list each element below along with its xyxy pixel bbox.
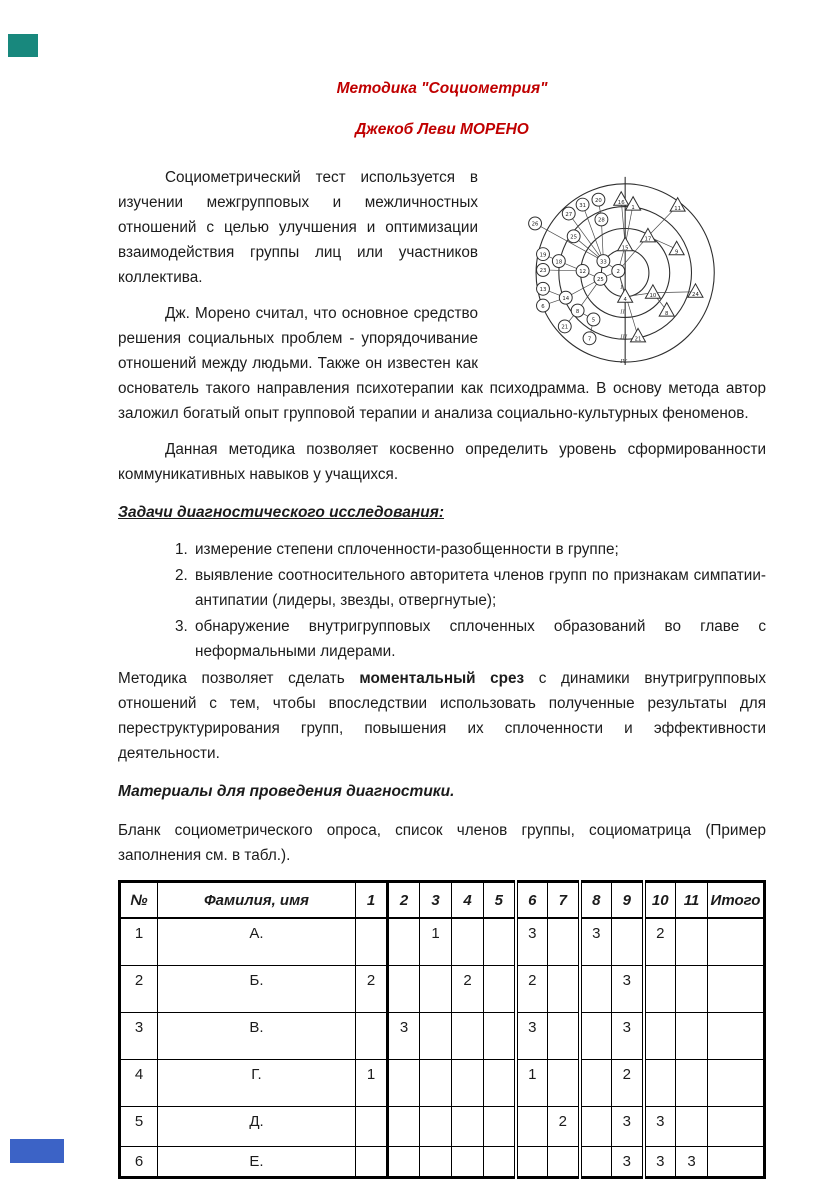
blue-marker	[10, 1139, 64, 1163]
choice-cell: 2	[516, 966, 548, 1013]
svg-text:16: 16	[617, 200, 625, 207]
choice-cell	[484, 1013, 516, 1060]
row-number: 2	[120, 966, 158, 1013]
choice-cell	[388, 1107, 420, 1147]
choice-cell	[708, 1060, 765, 1107]
choice-cell	[708, 1107, 765, 1147]
choice-cell	[580, 1107, 612, 1147]
choice-cell	[452, 1147, 484, 1178]
column-header: 5	[484, 882, 516, 919]
svg-text:5: 5	[591, 317, 596, 324]
materials-heading: Материалы для проведения диагностики.	[118, 783, 455, 800]
svg-text:27: 27	[565, 211, 573, 218]
paragraph-snapshot	[118, 666, 766, 766]
choice-cell	[548, 1060, 580, 1107]
svg-text:31: 31	[579, 202, 586, 209]
choice-cell	[708, 1013, 765, 1060]
svg-text:21: 21	[634, 336, 642, 343]
choice-cell	[484, 1147, 516, 1178]
choice-cell	[708, 918, 765, 966]
choice-cell	[388, 1060, 420, 1107]
row-name: Г.	[158, 1060, 356, 1107]
choice-cell: 1	[420, 918, 452, 966]
choice-cell	[388, 918, 420, 966]
svg-text:I: I	[620, 283, 623, 291]
task-item-2: 2. выявление соотносительного авторитета членов групп по признакам симпатии-антипатии (лидеры, звезды, отвергнутые);	[192, 563, 766, 613]
choice-cell: 2	[612, 1060, 644, 1107]
column-header: 2	[388, 882, 420, 919]
column-header: 8	[580, 882, 612, 919]
choice-cell	[484, 1107, 516, 1147]
choice-cell: 3	[612, 1013, 644, 1060]
column-header: Итого	[708, 882, 765, 919]
row-number: 4	[120, 1060, 158, 1107]
choice-cell	[516, 1107, 548, 1147]
column-header: 7	[548, 882, 580, 919]
choice-cell	[612, 918, 644, 966]
choice-cell	[580, 1060, 612, 1107]
choice-cell: 1	[356, 1060, 388, 1107]
svg-text:7: 7	[587, 336, 592, 343]
column-header: Фамилия, имя	[158, 882, 356, 919]
svg-text:9: 9	[674, 249, 679, 256]
choice-cell	[388, 966, 420, 1013]
svg-text:12: 12	[579, 269, 586, 276]
row-name: А.	[158, 918, 356, 966]
table-body	[120, 918, 765, 1178]
svg-text:II: II	[620, 308, 625, 316]
svg-text:10: 10	[649, 293, 657, 300]
svg-text:19: 19	[539, 252, 547, 259]
choice-cell	[676, 966, 708, 1013]
row-name: Е.	[158, 1147, 356, 1178]
column-header: 6	[516, 882, 548, 919]
paragraph-method-level: Данная методика позволяет косвенно определить уровень сформированности коммуникативных навыков у учащихся.	[118, 441, 766, 483]
svg-text:26: 26	[531, 221, 539, 228]
choice-cell	[452, 1107, 484, 1147]
svg-text:25: 25	[597, 277, 604, 284]
doc-title: Методика "Социометрия"	[336, 80, 548, 97]
column-header: 3	[420, 882, 452, 919]
choice-cell: 2	[644, 918, 676, 966]
choice-cell: 2	[452, 966, 484, 1013]
snapshot-text-pre: Методика позволяет сделать	[118, 670, 360, 687]
svg-text:18: 18	[555, 259, 563, 266]
choice-cell	[420, 1013, 452, 1060]
choice-cell	[676, 918, 708, 966]
snapshot-text-post: с динамики внутригрупповых отношений с тем, чтобы впоследствии использовать полученные результаты для переструктурирования групп, повышения их сплоченности и эффективности деятельности.	[118, 670, 767, 762]
choice-cell	[644, 966, 676, 1013]
column-header: 1	[356, 882, 388, 919]
svg-text:24: 24	[692, 292, 699, 299]
svg-text:14: 14	[562, 295, 570, 302]
choice-cell: 3	[644, 1147, 676, 1178]
table-row	[120, 1107, 765, 1147]
table-row	[120, 966, 765, 1013]
svg-text:2: 2	[616, 269, 620, 276]
svg-text:21: 21	[561, 324, 569, 331]
choice-cell	[548, 1147, 580, 1178]
choice-cell	[548, 918, 580, 966]
svg-text:III: III	[620, 333, 628, 341]
choice-cell	[388, 1147, 420, 1178]
choice-cell	[676, 1107, 708, 1147]
svg-text:8: 8	[575, 308, 580, 315]
choice-cell: 3	[516, 1013, 548, 1060]
choice-cell	[676, 1060, 708, 1107]
choice-cell: 3	[676, 1147, 708, 1178]
choice-cell	[420, 1147, 452, 1178]
choice-cell	[484, 966, 516, 1013]
doc-author: Джекоб Леви МОРЕНО	[355, 121, 529, 138]
choice-cell	[580, 1013, 612, 1060]
snapshot-text-bold: моментальный срез	[359, 670, 525, 687]
tasks-list	[118, 537, 766, 664]
svg-text:20: 20	[595, 197, 602, 204]
choice-cell	[548, 1013, 580, 1060]
choice-cell	[708, 1147, 765, 1178]
choice-cell: 3	[516, 918, 548, 966]
svg-text:1: 1	[631, 205, 635, 212]
choice-cell	[484, 918, 516, 966]
svg-text:6: 6	[541, 303, 545, 310]
svg-text:25: 25	[570, 234, 578, 241]
row-number: 6	[120, 1147, 158, 1178]
sociogram-figure	[490, 167, 792, 365]
choice-cell	[420, 966, 452, 1013]
tasks-heading: Задачи диагностического исследования:	[118, 504, 444, 521]
choice-cell: 3	[644, 1107, 676, 1147]
choice-cell: 3	[388, 1013, 420, 1060]
choice-cell	[548, 966, 580, 1013]
paragraph-moreno: Дж. Морено считал, что основное средство решения социальных проблем - упорядочивание отношений между людьми. Также он известен как основатель такого направления психотерапии как психодрамма. В основу метода автор заложил богатый опыт групповой терапии и анализа социально-культурных феноменов.	[118, 305, 766, 422]
column-header: 9	[612, 882, 644, 919]
choice-cell: 3	[612, 1107, 644, 1147]
choice-cell	[644, 1060, 676, 1107]
choice-cell: 2	[356, 966, 388, 1013]
svg-text:28: 28	[598, 217, 605, 224]
choice-cell: 3	[612, 966, 644, 1013]
choice-cell	[420, 1060, 452, 1107]
choice-cell	[484, 1060, 516, 1107]
svg-text:23: 23	[539, 268, 547, 275]
teal-marker	[8, 34, 38, 57]
choice-cell	[452, 918, 484, 966]
choice-cell	[452, 1013, 484, 1060]
task-item-3: 3. обнаружение внутригрупповых сплоченных образований во главе с неформальными лидерами.	[192, 614, 766, 664]
choice-cell	[356, 1107, 388, 1147]
table-row	[120, 1060, 765, 1107]
svg-text:13: 13	[539, 287, 547, 294]
choice-cell	[676, 1013, 708, 1060]
row-number: 1	[120, 918, 158, 966]
choice-cell	[516, 1147, 548, 1178]
table-row	[120, 1147, 765, 1178]
column-header: 10	[644, 882, 676, 919]
column-header: №	[120, 882, 158, 919]
svg-text:4: 4	[623, 297, 627, 304]
paragraph-materials: Бланк социометрического опроса, список членов группы, социоматрица (Пример заполнения см. в табл.).	[118, 822, 766, 864]
choice-cell: 3	[612, 1147, 644, 1178]
table-row	[120, 918, 765, 966]
choice-cell: 3	[580, 918, 612, 966]
row-name: Д.	[158, 1107, 356, 1147]
choice-cell	[644, 1013, 676, 1060]
column-header: 11	[676, 882, 708, 919]
choice-cell	[452, 1060, 484, 1107]
svg-text:33: 33	[599, 259, 607, 266]
svg-text:8: 8	[665, 311, 669, 318]
svg-text:17: 17	[644, 236, 652, 243]
svg-text:11: 11	[674, 206, 682, 213]
row-number: 3	[120, 1013, 158, 1060]
task-item-1: 1. измерение степени сплоченности-разобщенности в группе;	[192, 537, 766, 562]
row-name: В.	[158, 1013, 356, 1060]
table-header-row	[120, 882, 765, 919]
row-name: Б.	[158, 966, 356, 1013]
sociogram-svg	[490, 167, 792, 365]
row-number: 5	[120, 1107, 158, 1147]
paragraph-intro: Социометрический тест используется в изучении межгрупповых и межличностных отношений с целью улучшения и оптимизации взаимодействия группы лиц или участников коллектива.	[118, 169, 478, 286]
choice-cell	[580, 966, 612, 1013]
svg-text:IV: IV	[620, 358, 627, 365]
choice-cell: 1	[516, 1060, 548, 1107]
choice-cell	[420, 1107, 452, 1147]
svg-text:15: 15	[621, 245, 629, 252]
choice-cell	[356, 1013, 388, 1060]
column-header: 4	[452, 882, 484, 919]
choice-cell: 2	[548, 1107, 580, 1147]
table-row	[120, 1013, 765, 1060]
choice-cell	[580, 1147, 612, 1178]
choice-cell	[356, 918, 388, 966]
choice-cell	[708, 966, 765, 1013]
sociomatrix-table	[118, 880, 766, 1179]
choice-cell	[356, 1147, 388, 1178]
